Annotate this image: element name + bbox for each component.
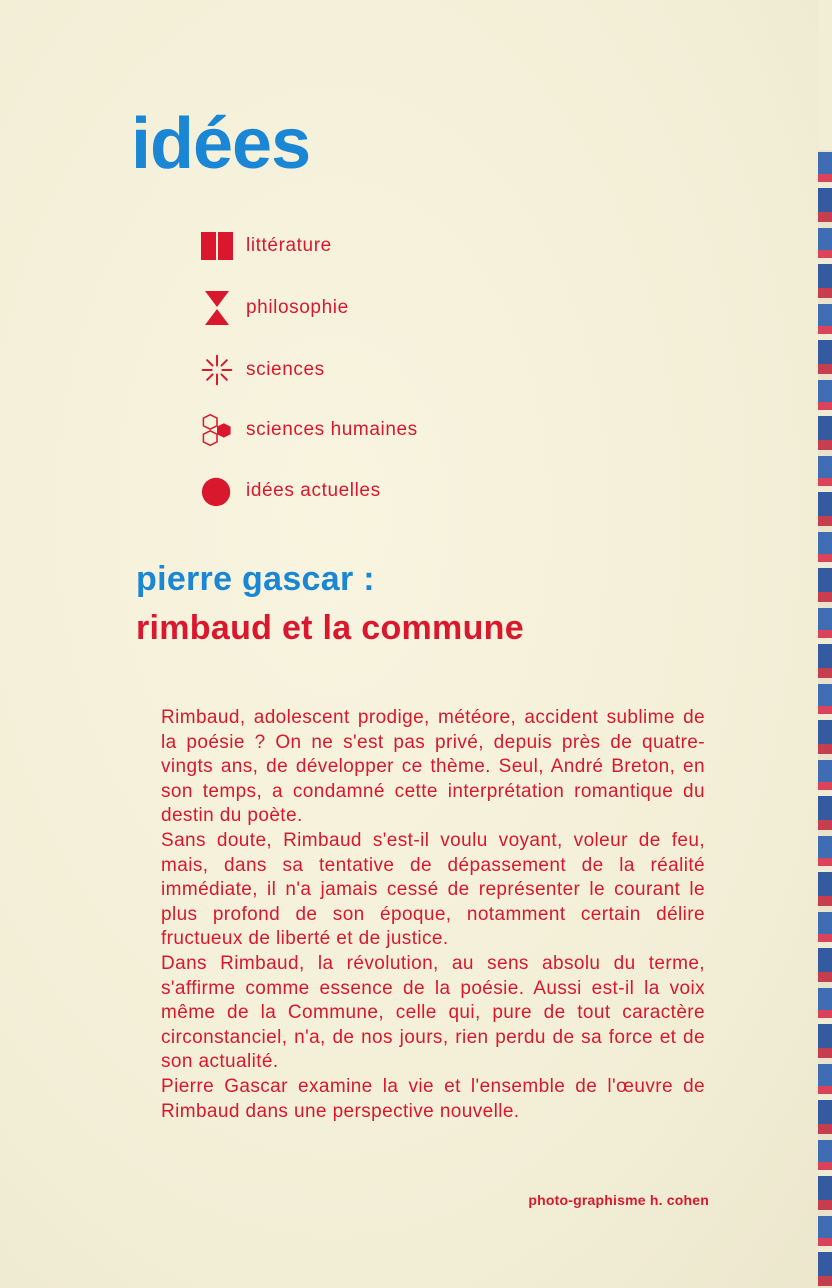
cover-edge-top (818, 0, 832, 1288)
disc-icon (200, 471, 234, 511)
category-label: sciences humaines (246, 419, 418, 440)
hexagons-icon (200, 410, 234, 450)
hourglass-icon (200, 288, 234, 328)
category-label: littérature (246, 235, 332, 256)
category-idees-actuelles (200, 471, 381, 511)
blurb-paragraph: Rimbaud, adolescent prodige, météore, accident sublime de la poésie ? On ne s'est pas privé, depuis près de quatre-vingts ans, de développer ce thème. Seul, André Breton, en son temps, a condamné cette interprétation romantique du destin du poète. (161, 707, 705, 827)
blurb-paragraph: Dans Rimbaud, la révolution, au sens absolu du terme, s'affirme comme essence de la poésie. Aussi est-il la voix même de la Commune, celle qui, pure de tout caractère circonstanciel, n'a, de nos jours, rien perdu de sa force et de son actualité. (161, 952, 705, 1073)
blurb-paragraph: Pierre Gascar examine la vie et l'ensemble de l'œuvre de Rimbaud dans une perspective nouvelle. (161, 1075, 705, 1122)
category-sciences-humaines (200, 410, 418, 450)
category-philosophie (200, 288, 349, 328)
category-label: philosophie (246, 297, 349, 318)
series-logo: idées (131, 104, 311, 184)
category-label: sciences (246, 359, 325, 380)
asterisk-icon (200, 350, 234, 390)
book-title: rimbaud et la commune (136, 609, 524, 647)
author-name: pierre gascar : (136, 560, 375, 598)
two-squares-icon (200, 226, 234, 266)
blurb-text (161, 706, 705, 1124)
blurb-paragraph: Sans doute, Rimbaud s'est-il voulu voyant, voleur de feu, mais, dans sa tentative de dépassement de la réalité immédiate, il n'a jamais cessé de représenter le courant le plus profond de son époque, notamment certain délire fructueux de liberté et de justice. (161, 829, 705, 950)
photo-credit: photo-graphisme h. cohen (528, 1192, 709, 1208)
category-label: idées actuelles (246, 480, 381, 501)
category-litterature (200, 226, 332, 266)
category-sciences (200, 350, 325, 390)
